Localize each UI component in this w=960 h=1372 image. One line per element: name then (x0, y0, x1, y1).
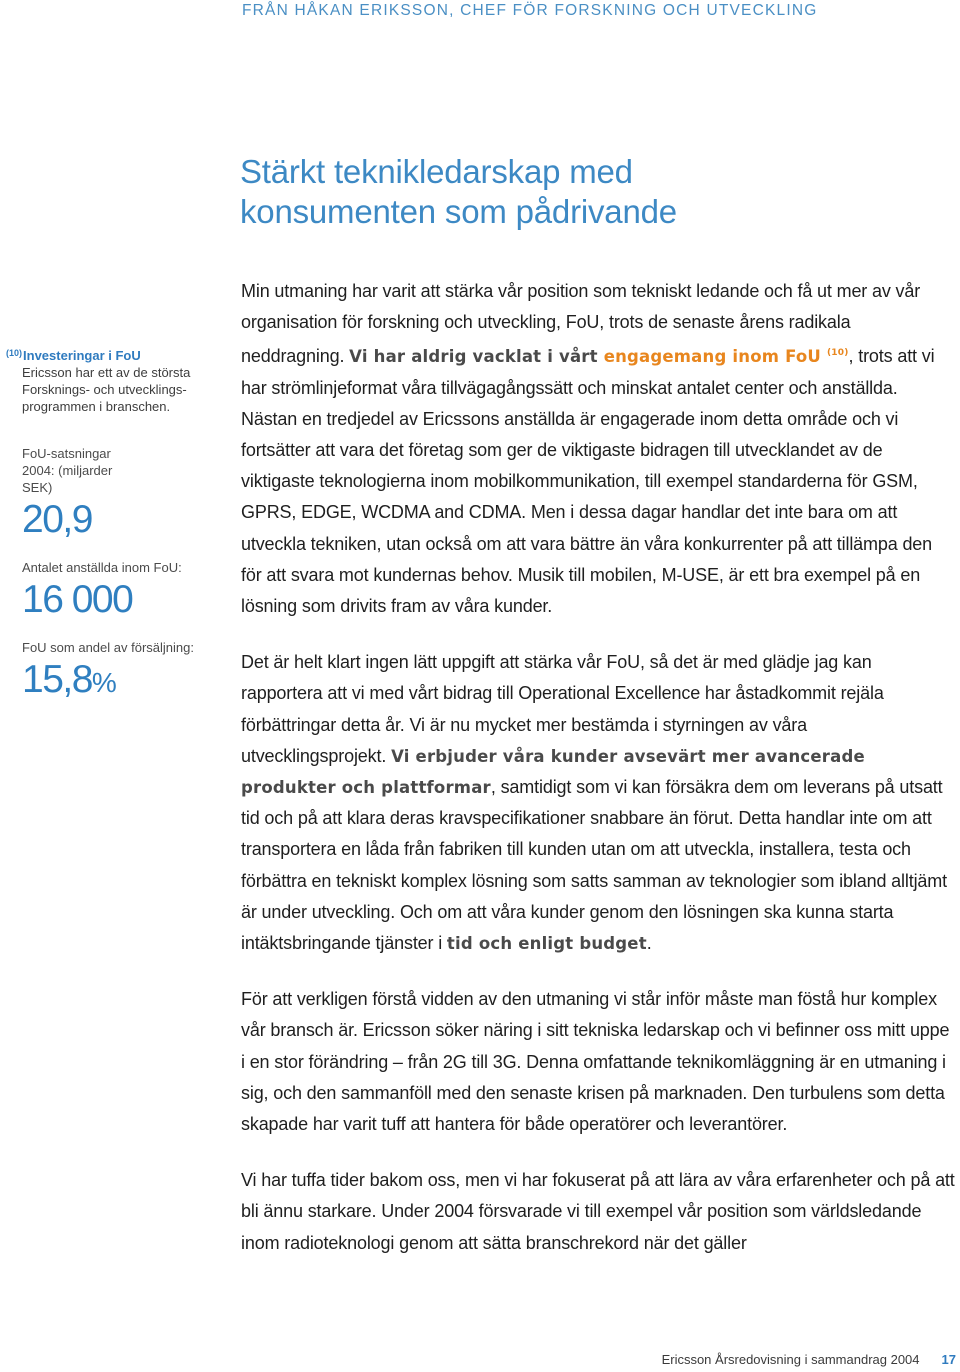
paragraph-text: , trots att vi har strömlinjeformat våra tillvägagångssätt och minskat antalet center och anställda. Nästan en tredjedel av Ericssons anställda är engagerade inom detta område och vi fortsätter att vara det företag som ger de viktigaste bidragen till utvecklandet av de viktigaste teknologierna inom mobilkommunikation, till exempel standarderna för GSM, GPRS, EDGE, WCDMA and CDMA. Men i dessa dagar handlar det inte bara om att utveckla tekniken, utan också om att vara bättre än våra konkurrenter på att tillämpa den för att svara mot kundernas behov. Musik till mobilen, M-USE, är ett bra exempel på en lösning som drivits fram av våra kunder. (241, 346, 935, 617)
page-title-line-1: Stärkt teknikledarskap med (240, 153, 633, 190)
publication-name: Ericsson Årsredovisning i sammandrag 2004 (661, 1352, 920, 1367)
page-number: 17 (941, 1352, 956, 1367)
footnote-number: (10) (6, 348, 23, 358)
paragraph-text: , samtidigt som vi kan försäkra dem om leverans på utsatt tid och på att klara deras kravspecifikationer snabbare än förut. Detta handlar inte om att transportera en låda från fabriken till kunden utan om att utveckla, installera, testa och förbättra en tekniskt komplex lösning som satts samman av teknologier som ibland alltjämt är under utveckling. Och om att våra kunder genom den lösningen ska kunna starta intäktsbringande tjänster i (241, 777, 947, 954)
stat-label: Antalet anställda inom FoU: (22, 560, 182, 575)
stat-label: FoU som andel av försäljning: (22, 640, 194, 655)
paragraph-text: . (646, 933, 652, 954)
stat-rnd-spend (22, 445, 206, 545)
stat-unit: % (91, 667, 117, 698)
stat-number: 15,8 (22, 658, 92, 701)
page-title-line-2: konsumenten som pådrivande (240, 193, 677, 230)
highlight-text: Vi erbjuder våra kunder avsevärt mer avancerade produkter och plattformar (241, 746, 865, 798)
stat-number: 20,9 (22, 498, 92, 541)
stat-number: 16 000 (22, 578, 133, 621)
highlight-text: tid och enligt budget (446, 934, 647, 954)
highlight-phrase: engagemang inom FoU (603, 347, 822, 367)
sidebar-factbox (6, 345, 206, 719)
page-title (240, 152, 677, 232)
footnote-title: Investeringar i FoU (23, 348, 141, 363)
section-kicker: FRÅN HÅKAN ERIKSSON, CHEF FÖR FORSKNING OCH UTVECKLING (242, 2, 818, 19)
highlight-text: Vi har aldrig vacklat i vårt (349, 347, 604, 367)
highlight-text-orange (604, 347, 849, 366)
stat-label: FoU-satsningar 2004: (miljarder SEK) (22, 446, 113, 495)
footnote-text: Ericsson har ett av de största Forsknings- och utvecklingsprogrammen i branschen. (22, 365, 191, 414)
stats-list (22, 445, 206, 705)
paragraph-3: För att verkligen förstå vidden av den utmaning vi står inför måste man föstå hur komplex vår bransch är. Ericsson söker näring i sitt tekniska ledarskap och vi befinner oss mitt uppe i en stor förändring – från 2G till 3G. Denna omfattande teknikomläggning är en utmaning i sig, och den sammanföll med den senaste krisen på marknaden. Den turbulens som detta skapade har varit tuff att hantera för både operatörer och leverantörer. (241, 989, 950, 1135)
paragraph-1 (241, 276, 957, 622)
paragraph-4: Vi har tuffa tider bakom oss, men vi har fokuserat på att lära av våra erfarenheter och på att bli ännu starkare. Under 2004 försvarade vi till exempel vår position som världsledande inom radioteknologi genom att sätta branschrekord när det gäller (241, 1170, 955, 1253)
article-body (241, 276, 957, 1284)
page-footer (662, 1352, 956, 1367)
stat-value (22, 658, 206, 705)
paragraph-text: Det är helt klart ingen lätt uppgift att stärka vår FoU, så det är med glädje jag kan rapportera att vi med vårt bidrag till Operational Excellence har åstadkommit rejäla förbättringar detta år. Vi är nu mycket mer bestämda i styrningen av våra utvecklingsprojekt. (241, 652, 884, 766)
footnote-heading (6, 345, 206, 364)
stat-value (22, 578, 206, 625)
footnote-ref: (10) (826, 348, 849, 359)
paragraph-2 (241, 647, 957, 959)
stat-rnd-employees (22, 559, 206, 625)
stat-value (22, 498, 206, 545)
paragraph-text: Min utmaning har varit att stärka vår position som tekniskt ledande och få ut mer av vår organisation för forskning och utveckling, FoU, trots de senaste årens radikala neddragning. (241, 281, 921, 367)
stat-rnd-share-of-sales (22, 639, 206, 705)
